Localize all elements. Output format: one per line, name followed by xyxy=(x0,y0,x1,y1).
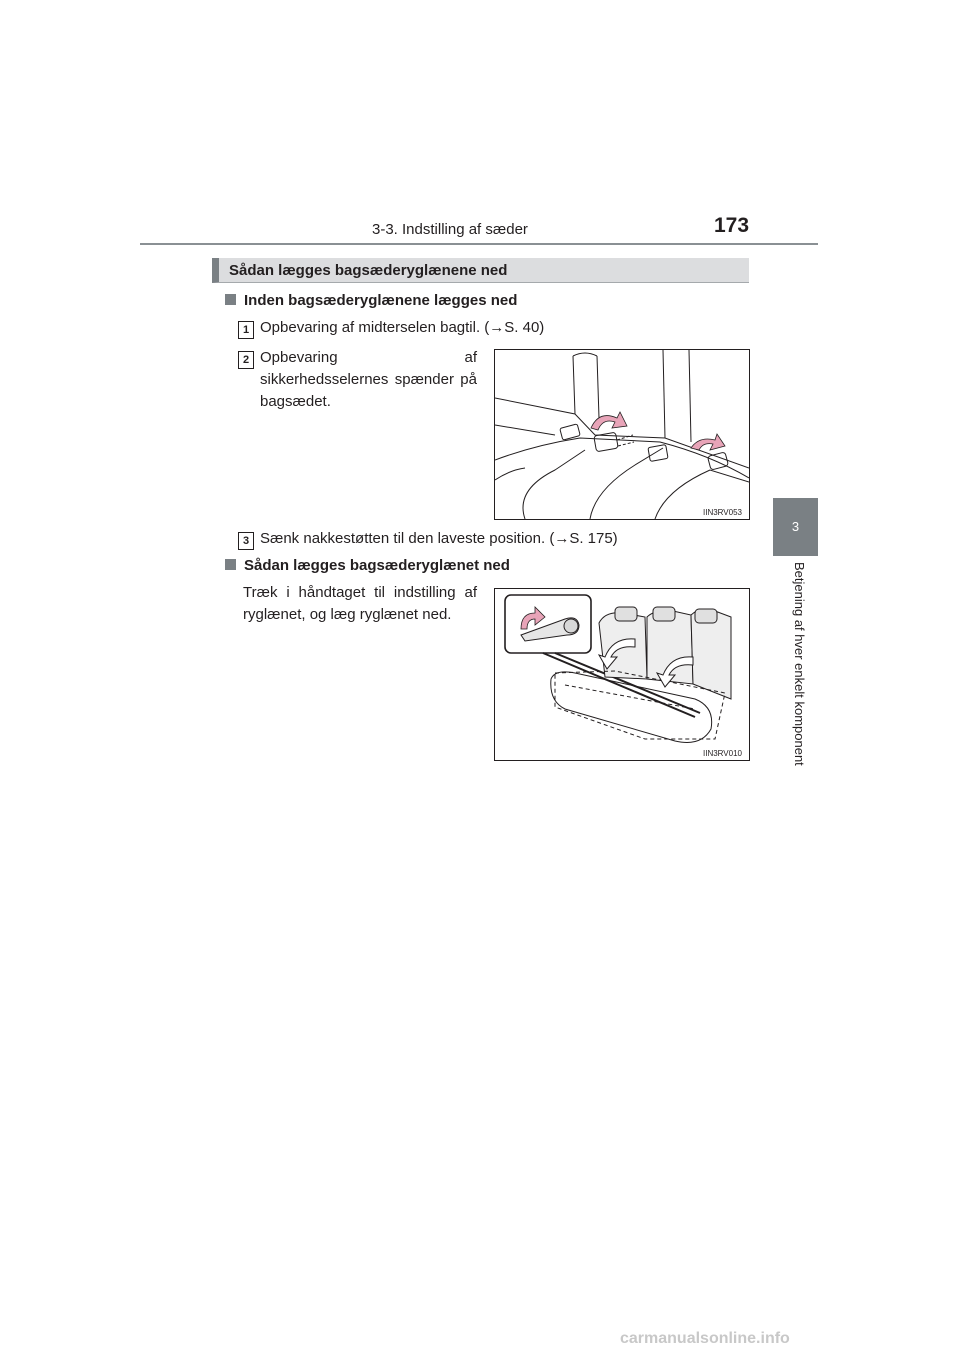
step-number-3: 3 xyxy=(238,532,254,550)
page-number: 173 xyxy=(714,214,750,237)
before-heading-text: Inden bagsæderyglænene lægges ned xyxy=(244,292,518,309)
header-divider xyxy=(140,243,818,245)
square-bullet-icon xyxy=(225,559,236,570)
step-number-2: 2 xyxy=(238,351,254,369)
before-heading xyxy=(225,292,517,309)
square-bullet-icon xyxy=(225,294,236,305)
chapter-label-text: Betjening af hver enkelt komponent xyxy=(792,562,807,766)
step-2-text: Opbevaring af sikkerhedsselernes spænder på bagsædet. xyxy=(260,349,477,410)
section-title: Sådan lægges bagsæderyglænene ned xyxy=(229,262,508,279)
figure-fold-seatback xyxy=(494,588,750,761)
watermark: carmanualsonline.info xyxy=(620,1330,790,1347)
fold-heading-text: Sådan lægges bagsæderyglænet ned xyxy=(244,557,510,574)
fold-seatback-illustration xyxy=(495,589,749,760)
chapter-tab: 3 xyxy=(773,498,818,556)
section-title-bar xyxy=(212,258,749,283)
step-3-text: Sænk nakkestøtten til den laveste position. (→S. 175) xyxy=(260,530,618,547)
figure-seatbelt-buckles xyxy=(494,349,750,520)
header-section-title: 3-3. Indstilling af sæder xyxy=(372,221,528,238)
step-number-1: 1 xyxy=(238,321,254,339)
figure-2-code: IIN3RV010 xyxy=(703,749,742,758)
chapter-label xyxy=(785,562,807,802)
figure-1-code: IIN3RV053 xyxy=(703,508,742,517)
seatbelt-buckles-illustration xyxy=(495,350,749,519)
fold-heading xyxy=(225,557,510,574)
step-1-text: Opbevaring af midterselen bagtil. (→S. 40) xyxy=(260,319,545,336)
fold-instructions: Træk i håndtaget til indstilling af ryglænet, og læg ryglænet ned. xyxy=(243,584,477,623)
